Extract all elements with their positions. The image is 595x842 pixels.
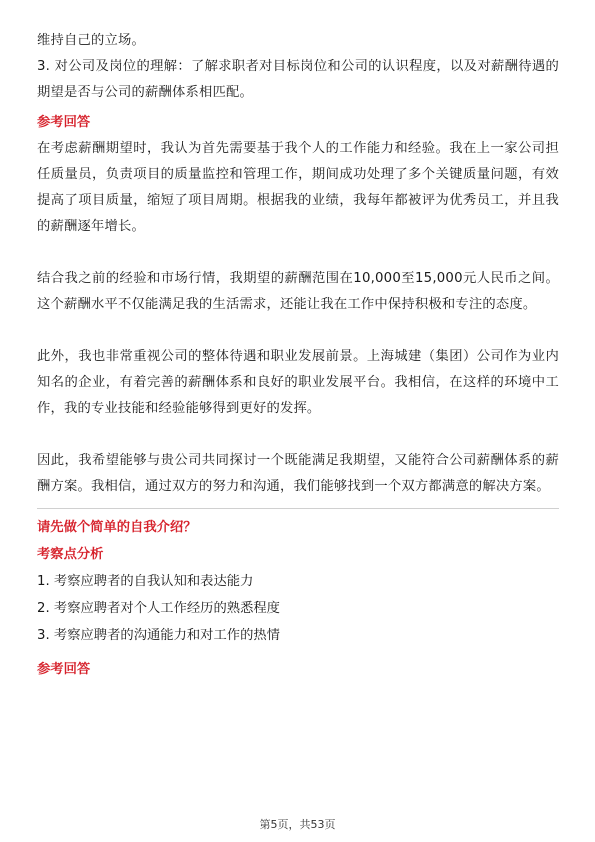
analysis-item: 3. 考察应聘者的沟通能力和对工作的热情 <box>37 628 280 643</box>
page-footer: 第5页，共53页 <box>259 818 336 831</box>
intro-line: 3. 对公司及岗位的理解：了解求职者对目标岗位和公司的认识程度，以及对薪酬待遇的期望是否与公司的薪酬体系相匹配。 <box>37 59 559 100</box>
analysis-item: 1. 考察应聘者的自我认知和表达能力 <box>37 574 254 589</box>
answer-paragraph: 此外，我也非常重视公司的整体待遇和职业发展前景。上海城建（集团）公司作为业内知名的企业，有着完善的薪酬体系和良好的职业发展平台。我相信，在这样的环境中工作，我的专业技能和经验能够得到更好的发挥。 <box>37 349 559 416</box>
answer-heading-2: 参考回答 <box>37 662 91 677</box>
analysis-heading: 考察点分析 <box>37 547 104 562</box>
answer-heading: 参考回答 <box>37 115 91 130</box>
intro-line: 维持自己的立场。 <box>37 33 145 48</box>
answer-paragraph: 在考虑薪酬期望时，我认为首先需要基于我个人的工作能力和经验。我在上一家公司担任质量员，负责项目的质量监控和管理工作，期间成功处理了多个关键质量问题，有效提高了项目质量，缩短了项目周期。根据我的业绩，我每年都被评为优秀员工，并且我的薪酬逐年增长。 <box>37 141 559 234</box>
answer-paragraph: 因此，我希望能够与贵公司共同探讨一个既能满足我期望，又能符合公司薪酬体系的薪酬方案。我相信，通过双方的努力和沟通，我们能够找到一个双方都满意的解决方案。 <box>37 453 559 494</box>
page-content <box>37 28 559 683</box>
analysis-item: 2. 考察应聘者对个人工作经历的熟悉程度 <box>37 601 280 616</box>
answer-paragraph: 结合我之前的经验和市场行情，我期望的薪酬范围在10,000至15,000元人民币之间。这个薪酬水平不仅能满足我的生活需求，还能让我在工作中保持积极和专注的态度。 <box>37 271 559 312</box>
question-title: 请先做个简单的自我介绍？ <box>37 508 559 540</box>
